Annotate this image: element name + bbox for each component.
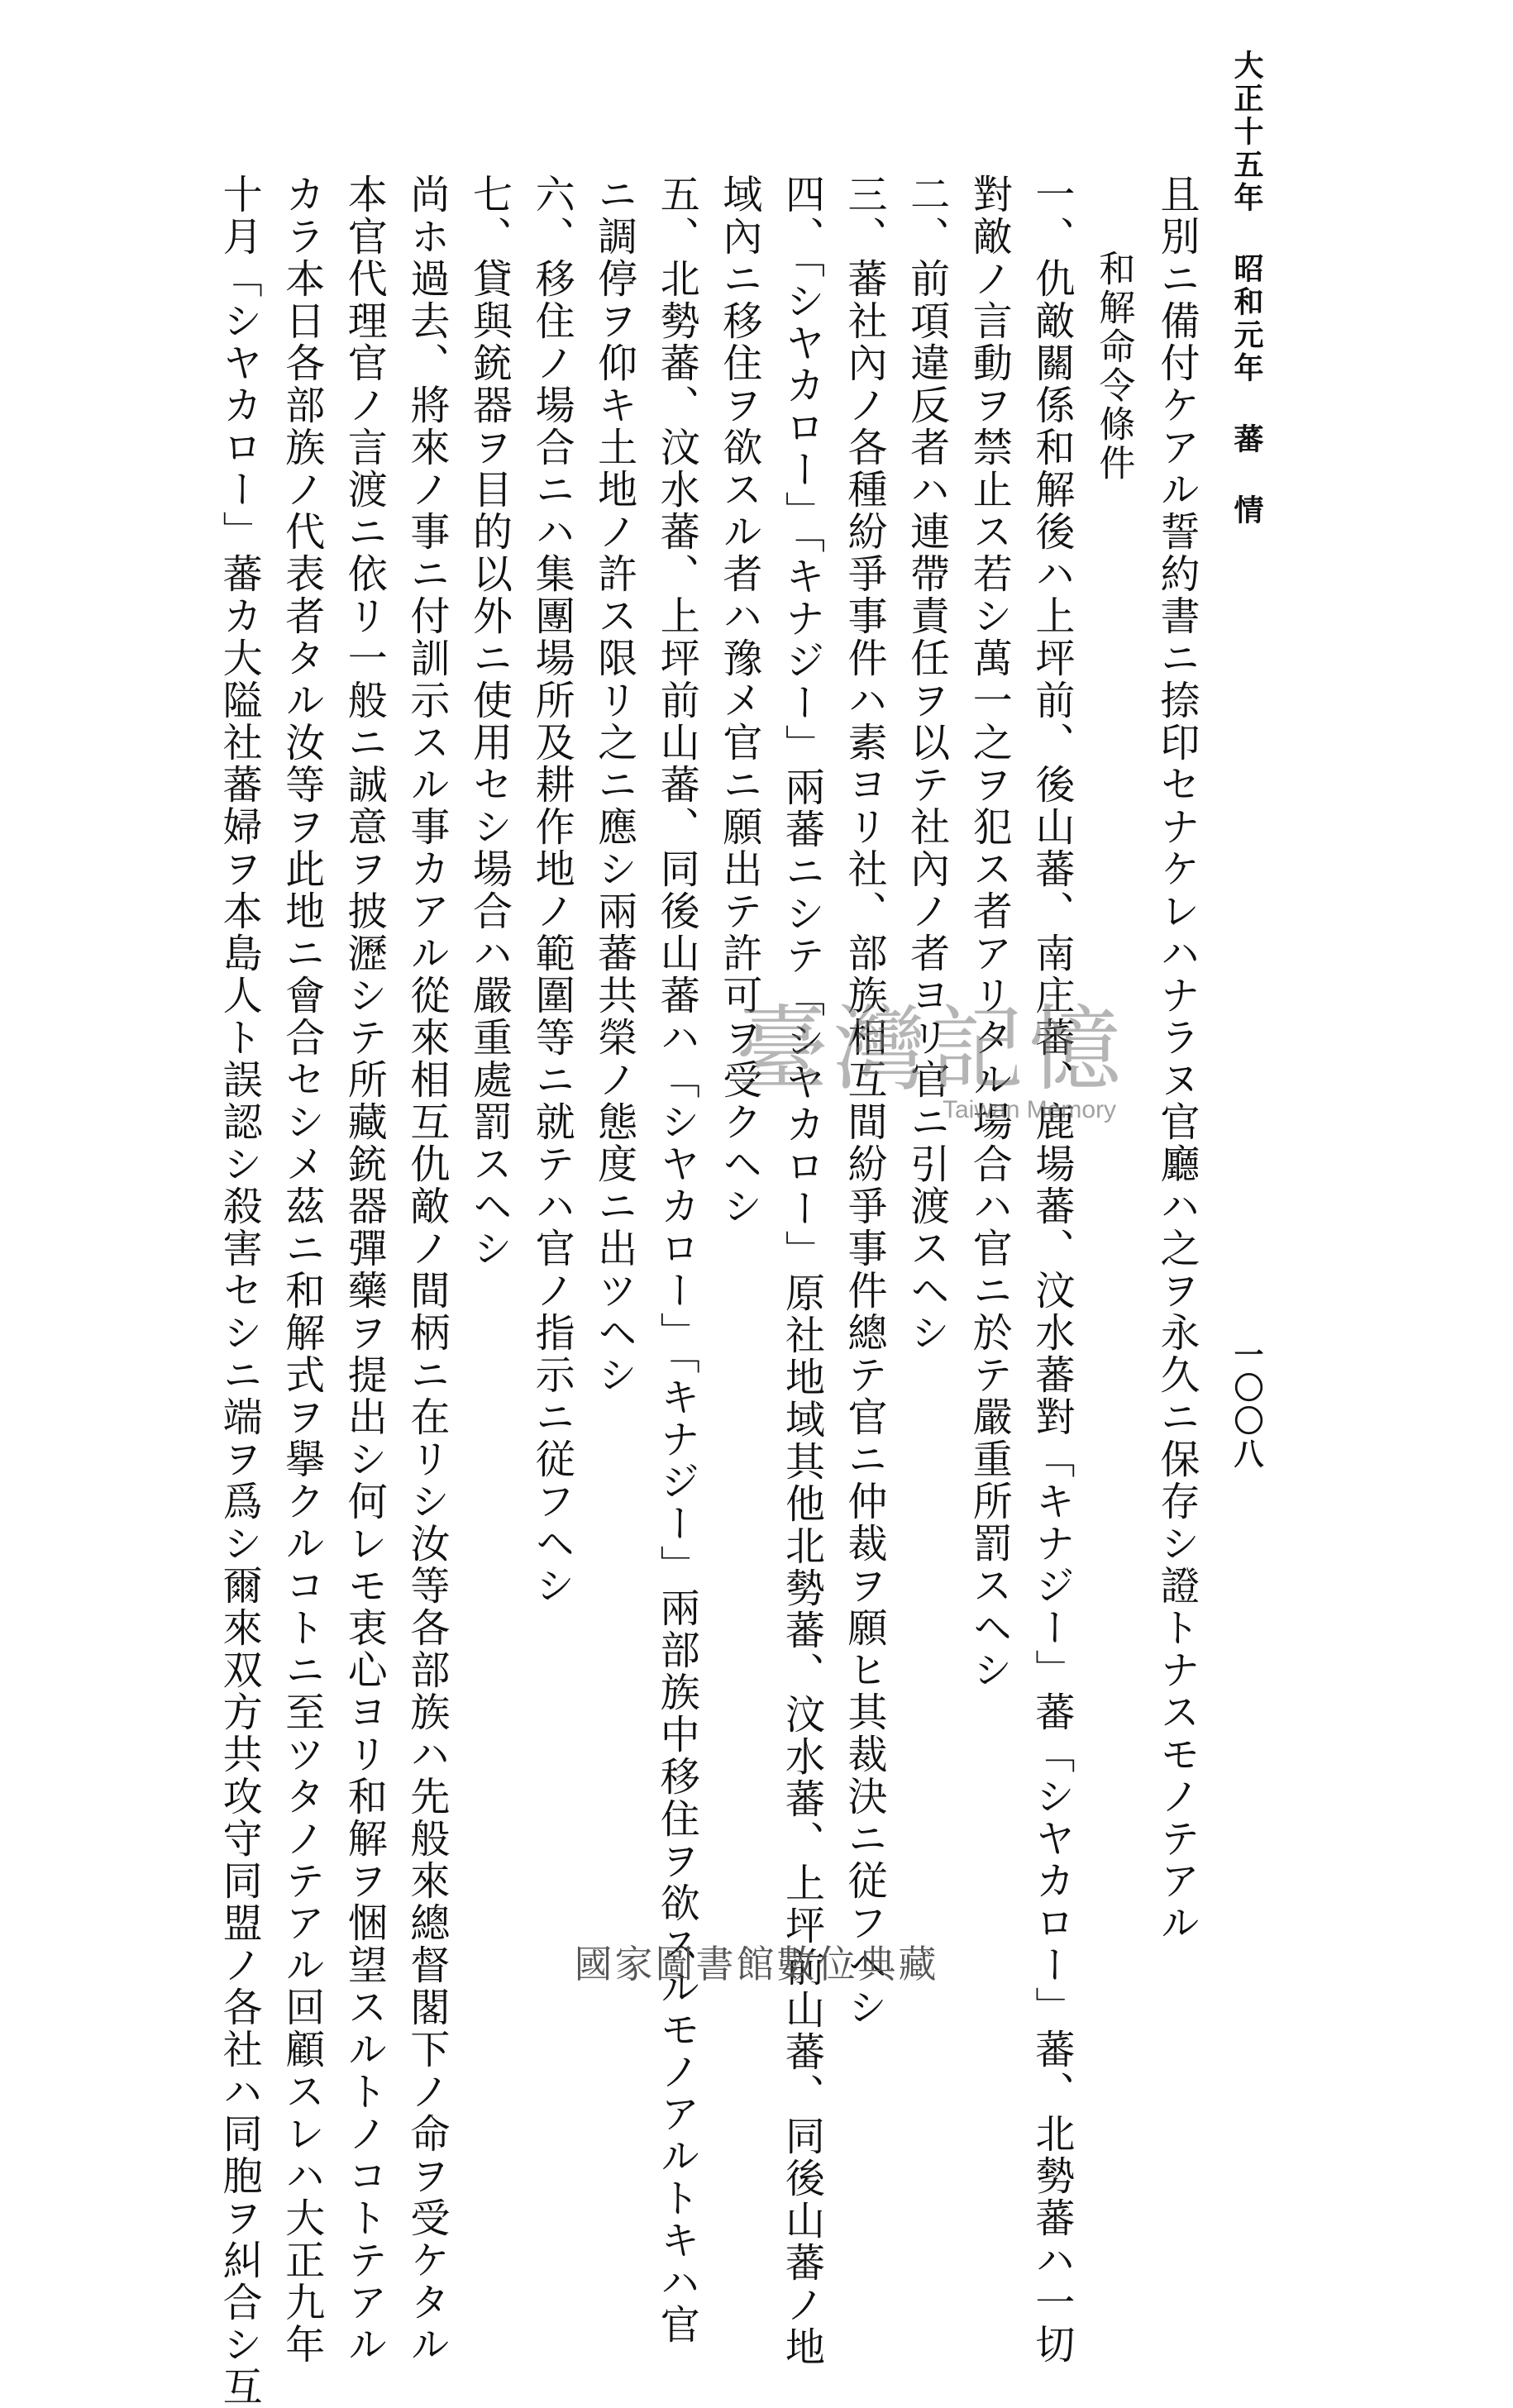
condition-line: 六、移住ノ場合ニハ集團場所及耕作地ノ範圍等ニ就テハ官ノ指示ニ従フヘシ (528, 174, 575, 1607)
condition-line: ニ調停ヲ仰キ土地ノ許ス限リ之ニ應シ兩蕃共榮ノ態度ニ出ツヘシ (590, 174, 637, 1396)
watermark-subtext: Taiwan Memory (943, 1096, 1117, 1123)
intro-line: 且別ニ備付ケアル誓約書ニ捺印セナケレハナラヌ官廳ハ之ヲ永久ニ保存シ證トナスモノテアル (1153, 174, 1200, 1944)
paragraph-line: 本官代理官ノ言渡ニ依リ一般ニ誠意ヲ披瀝シテ所藏銃器彈藥ヲ提出シ何レモ衷心ヨリ和解ヲ悃望スルトノコトテアル (341, 174, 388, 2366)
condition-line: 五、北勢蕃、汶水蕃、上坪前山蕃、同後山蕃ハ「シヤカロー」「キナジー」兩部族中移住ヲ欲スルモノアルトキハ官 (653, 174, 700, 2346)
running-header (1220, 50, 1273, 1521)
condition-line: 域內ニ移住ヲ欲スル者ハ豫メ官ニ願出テ許可ヲ受クヘシ (715, 174, 762, 1228)
paragraph-line: 尚ホ過去、將來ノ事ニ付訓示スル事カアル從來相互仇敵ノ間柄ニ在リシ汝等各部族ハ先般來總督閣下ノ命ヲ受ケタル (403, 174, 450, 2366)
condition-line: 對敵ノ言動ヲ禁止ス若シ萬一之ヲ犯ス者アリタル場合ハ官ニ於テ嚴重所罰スヘシ (966, 174, 1013, 1691)
paragraph-line: カラ本日各部族ノ代表者タル汝等ヲ此地ニ會合セシメ茲ニ和解式ヲ擧クルコトニ至ツタノテアル回顧スレハ大正九年 (278, 174, 325, 2366)
watermark-text: 臺灣記憶 (736, 996, 1126, 1104)
page-number: 一〇〇八 (1229, 1339, 1264, 1471)
condition-line: 四、「シヤカロー」「キナジー」兩蕃ニシテ「シヤカロー」原社地域其他北勢蕃、汶水蕃、上坪前山蕃、同後山蕃ノ地 (778, 174, 825, 2368)
condition-line: 七、貸與銃器ヲ目的以外ニ使用セシ場合ハ嚴重處罰スヘシ (465, 174, 513, 1270)
paragraph-line: 十月「シヤカロー」蕃カ大隘社蕃婦ヲ本島人ト誤認シ殺害セシニ端ヲ爲シ爾來双方共攻守同盟ノ各社ハ同胞ヲ糾合シ互 (216, 174, 263, 2408)
condition-line: 三、蕃社內ノ各種紛爭事件ハ素ヨリ社、部族相互間紛爭事件總テ官ニ仲裁ヲ願ヒ其裁決ニ従フヘシ (841, 174, 888, 2029)
running-title: 大正十五年 昭和元年 蕃 情 (1229, 50, 1264, 527)
condition-line: 二、前項違反者ハ連帶責任ヲ以テ社內ノ者ヨリ官ニ引渡スヘシ (903, 174, 950, 1354)
section-title: 和解命令條件 (1092, 250, 1135, 483)
condition-line: 一、仇敵關係和解後ハ上坪前、後山蕃、南庄蕃、鹿場蕃、汶水蕃對「キナジー」蕃「シヤカロー」蕃、北勢蕃ハ一切 (1028, 174, 1075, 2366)
footer-credit: 國家圖書館數位典藏 (574, 1942, 939, 1986)
